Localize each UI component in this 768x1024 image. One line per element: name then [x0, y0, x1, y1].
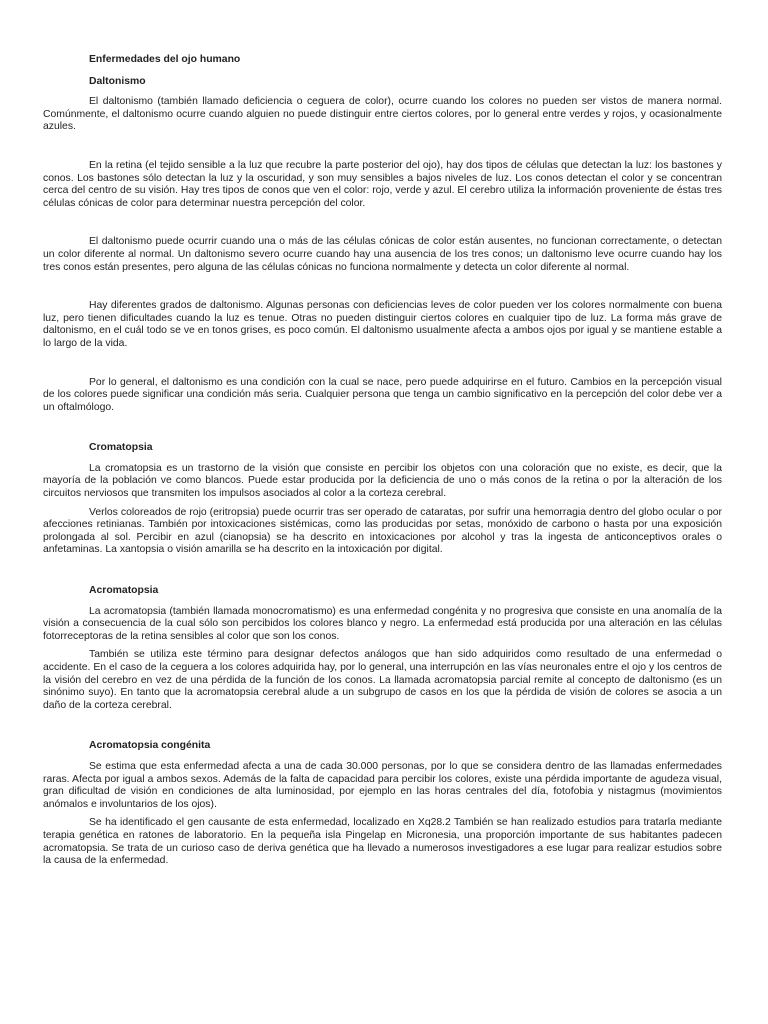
paragraph: Se ha identificado el gen causante de esta enfermedad, localizado en Xq28.2 También se han realizado estudios para tratarla mediante terapia genética en ratones de laboratorio. En la pequeña isla Pingelap en Micronesia, una proporción importante de sus habitantes padecen acromatopsia. Se trata de un curioso caso de deriva genética que ha llevado a numerosos investigadores a ese lugar para realizar estudios sobre la causa de la enfermedad.	[43, 817, 722, 867]
paragraph: Se estima que esta enfermedad afecta a una de cada 30.000 personas, por lo que se considera dentro de las llamadas enfermedades raras. Afecta por igual a ambos sexos. Además de la falta de capacidad para percibir los colores, existe una pérdida importante de agudeza visual, gran dificultad de visión en condiciones de alta luminosidad, por ejemplo en las horas centrales del día, fotofobia y nistagmus (movimientos anómalos e involuntarios de los ojos).	[43, 760, 722, 810]
section-heading-acromatopsia: Acromatopsia	[89, 585, 159, 597]
paragraph: El daltonismo (también llamado deficiencia o ceguera de color), ocurre cuando los colores no pueden ser vistos de manera normal. Comúnmente, el daltonismo ocurre cuando alguien no puede distinguir entre ciertos colores, por lo general entre verdes y rojos, y ocasionalmente azules.	[43, 96, 722, 133]
section-heading-daltonismo: Daltonismo	[89, 75, 146, 87]
paragraph: El daltonismo puede ocurrir cuando una o más de las células cónicas de color están ausentes, no funcionan correctamente, o detectan un color diferente al normal. Un daltonismo severo ocurre cuando hay una ausencia de los tres conos; un daltonismo leve ocurre cuando hay los tres conos están presentes, pero alguna de las células cónicas no funciona normalmente y detecta un color diferente al normal.	[43, 236, 722, 273]
document-page	[43, 54, 722, 868]
paragraph: Verlos coloreados de rojo (eritropsia) puede ocurrir tras ser operado de cataratas, por sufrir una hemorragia dentro del globo ocular o por afecciones retinianas. También por intoxicaciones sistémicas, como las producidas por setas, monóxido de carbono o hasta por una exposición prolongada al sol. Percibir en azul (cianopsia) se ha descrito en intoxicaciones por alcohol y tras la ingesta de anticonceptivos orales o anfetaminas. La xantopsia o visión amarilla se ha descrito en la intoxicación por digital.	[43, 506, 722, 556]
section-heading-cromatopsia: Cromatopsia	[89, 442, 153, 454]
paragraph: Por lo general, el daltonismo es una condición con la cual se nace, pero puede adquirirse en el futuro. Cambios en la percepción visual de los colores puede significar una condición más seria. Cualquier persona que tenga un cambio significativo en la percepción del color debe ver a un oftalmólogo.	[43, 376, 722, 413]
document-title: Enfermedades del ojo humano	[89, 54, 241, 65]
paragraph: Hay diferentes grados de daltonismo. Algunas personas con deficiencias leves de color pueden ver los colores normalmente con buena luz, pero tienen dificultades cuando la luz es tenue. Otras no pueden distinguir ciertos colores en cualquier tipo de luz. La forma más grave de daltonismo, en el cuál todo se ve en tonos grises, es poco común. El daltonismo usualmente afecta a ambos ojos por igual y se mantiene estable a lo largo de la vida.	[43, 300, 722, 349]
paragraph: En la retina (el tejido sensible a la luz que recubre la parte posterior del ojo), hay dos tipos de células que detectan la luz: los bastones y conos. Los bastones sólo detectan la luz y la oscuridad, y son muy sensibles a bajos niveles de luz. Los conos detectan el color y se concentran cerca del centro de su visión. Hay tres tipos de conos que ven el color: rojo, verde y azul. El cerebro utiliza la información proveniente de éstas tres células cónicas de color para determinar nuestra percepción del color.	[43, 159, 722, 209]
paragraph: La cromatopsia es un trastorno de la visión que consiste en percibir los objetos con una coloración que no existe, es decir, que la mayoría de la población ve como blancos. Puede estar producida por la deficiencia de uno o más conos de la retina o por la alteración de los circuitos nerviosos que transmiten los impulsos asociados al color a la corteza cerebral.	[43, 462, 722, 500]
section-heading-acromatopsia-congenita: Acromatopsia congénita	[89, 740, 211, 752]
paragraph: La acromatopsia (también llamada monocromatismo) es una enfermedad congénita y no progresiva que consiste en una anomalía de la visión a consecuencia de la cual sólo son percibidos los colores blanco y negro. La enfermedad está producida por una alteración en las células fotorreceptoras de la retina sensibles al color que son los conos.	[43, 605, 722, 642]
paragraph: También se utiliza este término para designar defectos análogos que han sido adquiridos como resultado de una enfermedad o accidente. En el caso de la ceguera a los colores adquirida hay, por lo general, una interrupción en las vías neuronales entre el ojo y los centros de la visión del cerebro en vez de una pérdida de la función de los conos. La llamada acromatopsia parcial remite al concepto de daltonismo (es un sinónimo suyo). En tanto que la acromatopsia cerebral alude a un subgrupo de casos en los que la pérdida de visión de colores se asocia a un daño de la corteza cerebral.	[43, 649, 722, 711]
